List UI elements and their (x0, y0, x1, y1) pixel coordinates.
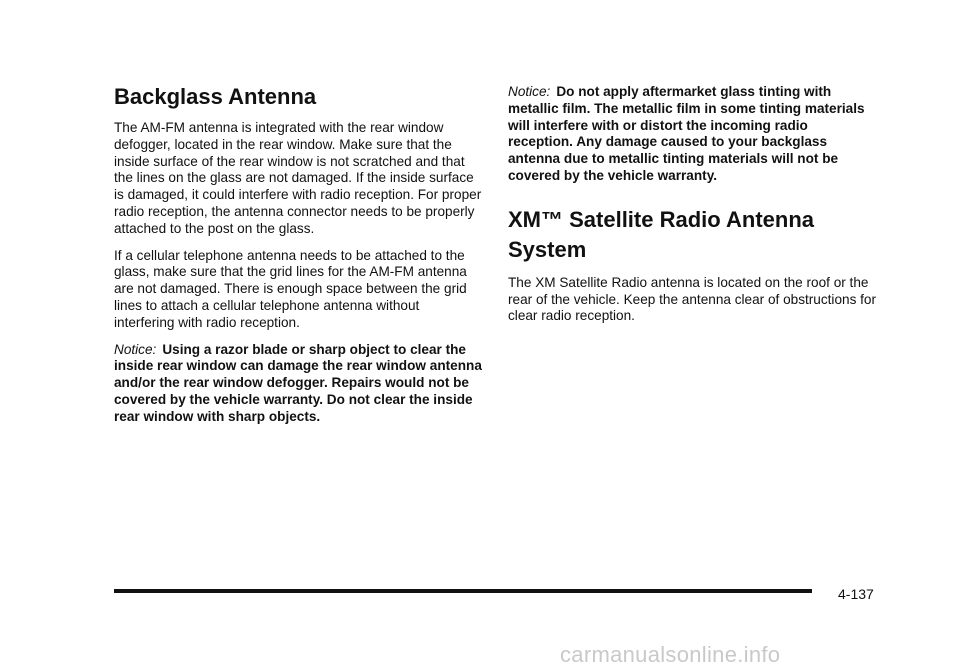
watermark: carmanualsonline.info (560, 642, 781, 667)
notice-paragraph (508, 84, 876, 185)
paragraph: If a cellular telephone antenna needs to be attached to the glass, make sure that the grid lines for the AM-FM antenna are not damaged. There is enough space between the grid lines to attach a cellular telephone antenna without interfering with radio reception. (114, 247, 467, 330)
section-heading-xm-antenna: XM™ Satellite Radio Antenna System (508, 206, 815, 262)
notice-paragraph (114, 342, 482, 426)
notice-text: Do not apply aftermarket glass tinting with metallic film. The metallic film in some tinting materials will interfere with or distort the incoming radio reception. Any damage caused to your backglass antenna due to metallic tinting materials will not be covered by the vehicle warranty. (508, 84, 865, 183)
notice-label: Notice: (114, 341, 157, 357)
notice-text: Using a razor blade or sharp object to clear the inside rear window can damage the rear window antenna and/or the rear window defogger. Repairs would not be covered by the vehicle warranty. Do not clear the inside rear window with sharp objects. (114, 341, 482, 424)
paragraph: The AM-FM antenna is integrated with the rear window defogger, located in the rear window. Make sure that the inside surface of the rear window is not scratched and that the lines on the glass are not damaged. If the inside surface is damaged, it could interfere with radio reception. For proper radio reception, the antenna connector needs to be properly attached to the post on the glass. (114, 120, 482, 236)
section-heading-backglass-antenna: Backglass Antenna (114, 84, 317, 109)
left-column (114, 84, 482, 436)
notice-label: Notice: (508, 84, 551, 99)
right-column (508, 84, 876, 335)
paragraph: The XM Satellite Radio antenna is located on the roof or the rear of the vehicle. Keep the antenna clear of obstructions for clear radio reception. (508, 274, 877, 324)
footer-rule (114, 589, 812, 593)
page-number: 4-137 (838, 586, 874, 602)
